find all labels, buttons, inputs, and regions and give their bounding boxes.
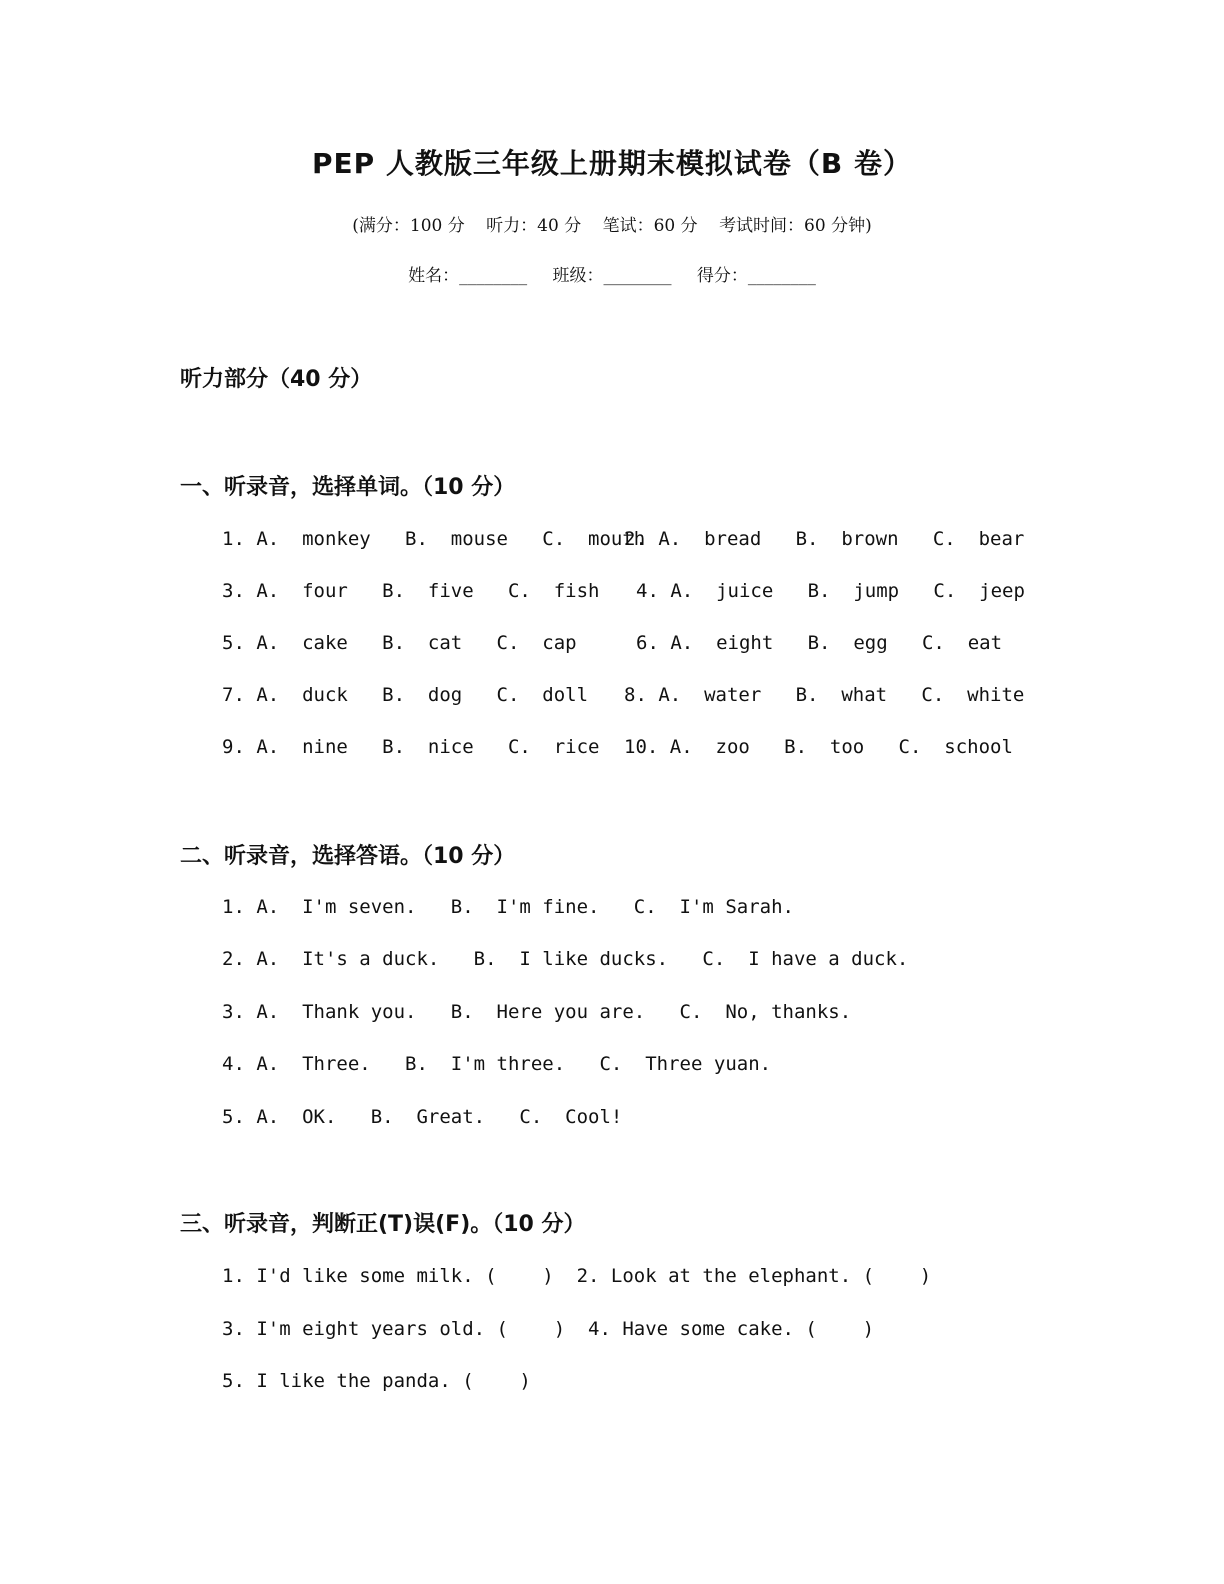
score-field: 得分：________ — [696, 266, 816, 286]
student-info-line — [0, 261, 1224, 286]
section2-question-4: 4. A. Three. B. I'm three. C. Three yuan. — [222, 1053, 772, 1075]
name-field: 姓名：________ — [408, 266, 528, 286]
full-marks: (满分：100 分 — [352, 216, 465, 236]
written-marks: 笔试：60 分 — [602, 216, 698, 236]
section1-question-8: 8. A. water B. what C. white — [624, 684, 1025, 706]
section3-questions-1-2: 1. I'd like some milk. ( ) 2. Look at the elephant. ( ) — [222, 1265, 932, 1287]
class-field: 班级：________ — [552, 266, 672, 286]
section3-question-5: 5. I like the panda. ( ) — [222, 1370, 531, 1392]
section1-question-2: 2. A. bread B. brown C. bear — [624, 528, 1025, 550]
section2-question-5: 5. A. OK. B. Great. C. Cool! — [222, 1106, 623, 1128]
section1-question-10: 10. A. zoo B. too C. school — [624, 736, 1013, 758]
section1-question-3: 3. A. four B. five C. fish — [222, 580, 600, 602]
section1-question-6: 6. A. eight B. egg C. eat — [636, 632, 1003, 654]
section2-question-2: 2. A. It's a duck. B. I like ducks. C. I have a duck. — [222, 948, 909, 970]
section1-question-1: 1. A. monkey B. mouse C. mouth — [222, 528, 646, 550]
section2-question-3: 3. A. Thank you. B. Here you are. C. No, thanks. — [222, 1001, 852, 1023]
section2-title: 二、听录音，选择答语。（10 分） — [180, 844, 516, 869]
section3-questions-3-4: 3. I'm eight years old. ( ) 4. Have some cake. ( ) — [222, 1318, 875, 1340]
section2-question-1: 1. A. I'm seven. B. I'm fine. C. I'm Sarah. — [222, 896, 794, 918]
exam-time: 考试时间：60 分钟) — [719, 216, 872, 236]
section1-title: 一、听录音，选择单词。（10 分） — [180, 475, 516, 500]
section1-question-5: 5. A. cake B. cat C. cap — [222, 632, 577, 654]
listening-part-title: 听力部分（40 分） — [180, 367, 373, 392]
section1-question-7: 7. A. duck B. dog C. doll — [222, 684, 589, 706]
section1-question-9: 9. A. nine B. nice C. rice — [222, 736, 600, 758]
exam-info-line — [0, 211, 1224, 236]
exam-title: PEP 人教版三年级上册期末模拟试卷（B 卷） — [311, 147, 912, 180]
section1-question-4: 4. A. juice B. jump C. jeep — [636, 580, 1025, 602]
section3-title: 三、听录音，判断正(T)误(F)。（10 分） — [180, 1212, 586, 1237]
listening-marks: 听力：40 分 — [486, 216, 582, 236]
